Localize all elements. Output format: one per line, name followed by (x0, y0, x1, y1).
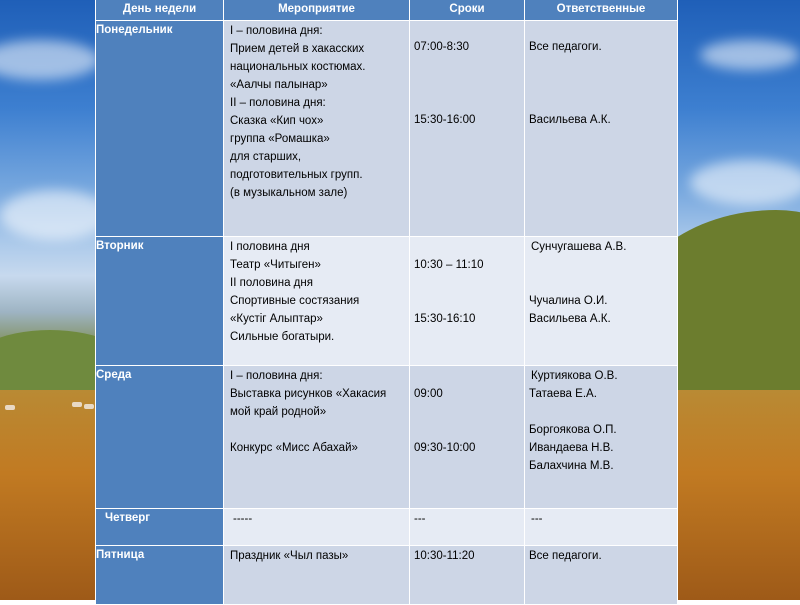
table-row (96, 21, 678, 237)
day-cell: Среда (96, 366, 224, 509)
event-line: группа «Ромашка» (230, 133, 330, 145)
responsible-line: Все педагоги. (529, 550, 602, 562)
time-line: 10:30-11:20 (414, 550, 475, 562)
time-line: --- (414, 513, 426, 525)
event-line: I – половина дня: (230, 25, 323, 37)
responsible-line: Все педагоги. (529, 41, 602, 53)
responsible-cell (525, 237, 678, 366)
day-cell: Вторник (96, 237, 224, 366)
event-cell (224, 546, 410, 605)
event-line: «Кустiг Алыптар» (230, 313, 323, 325)
time-line: 09:00 (414, 388, 443, 400)
event-line: Спортивные состязания (230, 295, 360, 307)
event-line: Конкурс «Мисс Абахай» (230, 442, 358, 454)
time-cell (410, 237, 525, 366)
table-row (96, 509, 678, 546)
header-day: День недели (96, 0, 224, 21)
event-line: Сильные богатыри. (230, 331, 335, 343)
responsible-line: Васильева А.К. (529, 114, 611, 126)
responsible-cell (525, 366, 678, 509)
header-time: Сроки (410, 0, 525, 21)
cow (5, 405, 15, 410)
day-cell: Четверг (96, 509, 224, 546)
time-cell (410, 366, 525, 509)
event-line: Праздник «Чыл пазы» (230, 550, 349, 562)
responsible-line: Ивандаева Н.В. (529, 442, 614, 454)
table-header-row (96, 0, 678, 21)
responsible-cell (525, 546, 678, 605)
responsible-line: Васильева А.К. (529, 313, 611, 325)
header-responsible: Ответственные (525, 0, 678, 21)
responsible-cell (525, 509, 678, 546)
event-line: Театр «Читыген» (230, 259, 321, 271)
time-cell (410, 21, 525, 237)
time-line: 10:30 – 11:10 (414, 259, 484, 271)
event-line: для старших, (230, 151, 302, 163)
schedule-table (95, 0, 678, 605)
time-line: 15:30-16:00 (414, 114, 476, 126)
time-line: 09:30-10:00 (414, 442, 476, 454)
day-cell: Понедельник (96, 21, 224, 237)
event-cell (224, 237, 410, 366)
event-line: «Аалчы палынар» (230, 79, 328, 91)
responsible-line: Сунчугашева А.В. (531, 241, 627, 253)
header-event: Мероприятие (224, 0, 410, 21)
event-line: Сказка «Кип чох» (230, 115, 324, 127)
table-row (96, 546, 678, 605)
event-line: Прием детей в хакасских (230, 43, 365, 55)
cloud (690, 160, 800, 205)
cow (84, 404, 94, 409)
responsible-line: Татаева Е.А. (529, 388, 597, 400)
responsible-cell (525, 21, 678, 237)
event-line: (в музыкальном зале) (230, 187, 348, 199)
responsible-line: Боргоякова О.П. (529, 424, 617, 436)
time-cell (410, 546, 525, 605)
time-line: 15:30-16:10 (414, 313, 476, 325)
table-row (96, 237, 678, 366)
table-row (96, 366, 678, 509)
responsible-line: Куртиякова О.В. (531, 370, 618, 382)
event-line: подготовительных групп. (230, 169, 363, 181)
day-cell: Пятница (96, 546, 224, 605)
responsible-line: Чучалина О.И. (529, 295, 608, 307)
event-line: I половина дня (230, 241, 310, 253)
event-line: II половина дня (230, 277, 313, 289)
event-cell (224, 509, 410, 546)
cloud (700, 40, 800, 70)
event-line: мой край родной» (230, 406, 327, 418)
event-line: II – половина дня: (230, 97, 326, 109)
responsible-line: --- (531, 513, 543, 525)
event-cell (224, 21, 410, 237)
event-cell (224, 366, 410, 509)
event-line: I – половина дня: (230, 370, 323, 382)
event-line: Выставка рисунков «Хакасия (230, 388, 387, 400)
time-cell (410, 509, 525, 546)
cloud (0, 190, 110, 240)
time-line: 07:00-8:30 (414, 41, 469, 53)
event-line: ----- (233, 513, 253, 525)
responsible-line: Балахчина М.В. (529, 460, 614, 472)
event-line: национальных костюмах. (230, 61, 366, 73)
cow (72, 402, 82, 407)
